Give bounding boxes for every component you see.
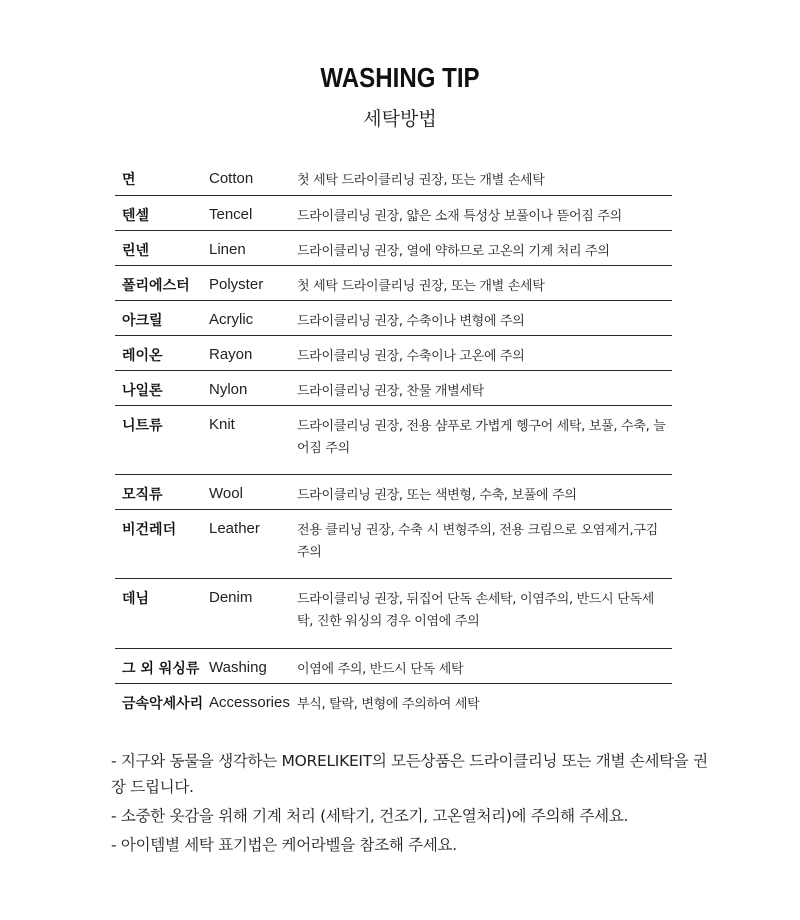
material-korean: 모직류 — [122, 487, 163, 503]
material-korean: 나일론 — [122, 383, 163, 399]
care-instruction: 드라이클리닝 권장, 찬물 개별세탁 — [297, 384, 484, 399]
care-instruction: 드라이클리닝 권장, 열에 약하므로 고온의 기계 처리 주의 — [297, 244, 610, 259]
material-english: Washing — [209, 659, 267, 676]
note-item: - 소중한 옷감을 위해 기계 처리 (세탁기, 건조기, 고온열처리)에 주의해 주세요. — [111, 807, 629, 825]
care-instruction: 이염에 주의, 반드시 단독 세탁 — [297, 662, 464, 677]
note-item: - 지구와 동물을 생각하는 MORELIKEIT의 모든상품은 드라이클리닝 또는 개별 손세탁을 권장 드립니다. — [111, 752, 708, 796]
care-instruction: 부식, 탈락, 변형에 주의하여 세탁 — [297, 697, 480, 712]
care-instruction: 드라이클리닝 권장, 수축이나 변형에 주의 — [297, 314, 525, 329]
care-instruction: 전용 클리닝 권장, 수축 시 변형주의, 전용 크림으로 오염제거,구김 주의 — [297, 523, 658, 560]
care-notes — [111, 748, 711, 858]
material-english: Rayon — [209, 346, 253, 363]
material-korean: 폴리에스터 — [122, 278, 190, 294]
table-row — [115, 649, 672, 684]
care-instruction: 드라이클리닝 권장, 또는 색변형, 수축, 보풀에 주의 — [297, 488, 577, 503]
material-english: Cotton — [209, 170, 254, 187]
table-row — [115, 406, 672, 475]
washing-table — [115, 160, 672, 719]
table-row — [115, 196, 672, 231]
material-korean: 린넨 — [122, 243, 150, 259]
table-row — [115, 684, 672, 719]
material-korean: 아크릴 — [122, 313, 163, 329]
material-english: Polyster — [209, 276, 264, 293]
care-instruction: 첫 세탁 드라이클리닝 권장, 또는 개별 손세탁 — [297, 279, 545, 294]
material-english: Tencel — [209, 206, 253, 223]
page-title: WASHING TIP — [320, 62, 480, 93]
table-row — [115, 510, 672, 579]
material-korean: 텐셀 — [122, 208, 150, 224]
table-row — [115, 579, 672, 649]
material-korean: 레이온 — [122, 348, 163, 364]
material-english: Linen — [209, 241, 246, 258]
table-row — [115, 160, 672, 196]
table-row — [115, 336, 672, 371]
material-korean: 금속악세사리 — [122, 696, 204, 712]
material-korean: 비건레더 — [122, 522, 177, 538]
care-instruction: 드라이클리닝 권장, 수축이나 고온에 주의 — [297, 349, 525, 364]
material-english: Nylon — [209, 381, 248, 398]
material-korean: 면 — [122, 172, 136, 188]
table-row — [115, 266, 672, 301]
material-english: Wool — [209, 485, 243, 502]
material-english: Leather — [209, 520, 260, 537]
material-korean: 데님 — [122, 591, 150, 607]
care-instruction: 첫 세탁 드라이클리닝 권장, 또는 개별 손세탁 — [297, 173, 545, 188]
material-korean: 니트류 — [122, 418, 163, 434]
note-item: - 아이템별 세탁 표기법은 케어라벨을 참조해 주세요. — [111, 836, 457, 854]
table-row — [115, 231, 672, 266]
care-instruction: 드라이클리닝 권장, 전용 샴푸로 가볍게 헹구어 세탁, 보풀, 수축, 늘어짐 주의 — [297, 419, 666, 456]
material-english: Denim — [209, 589, 253, 606]
table-row — [115, 475, 672, 510]
material-korean: 그 외 워싱류 — [122, 661, 200, 677]
material-english: Knit — [209, 416, 235, 433]
care-instruction: 드라이클리닝 권장, 얇은 소재 특성상 보풀이나 뜯어짐 주의 — [297, 209, 622, 224]
table-row — [115, 301, 672, 336]
page-subtitle: 세탁방법 — [363, 108, 437, 130]
material-english: Accessories — [209, 694, 290, 711]
care-instruction: 드라이클리닝 권장, 뒤집어 단독 손세탁, 이염주의, 반드시 단독세탁, 진한 워싱의 경우 이염에 주의 — [297, 592, 655, 629]
material-english: Acrylic — [209, 311, 254, 328]
table-row — [115, 371, 672, 406]
